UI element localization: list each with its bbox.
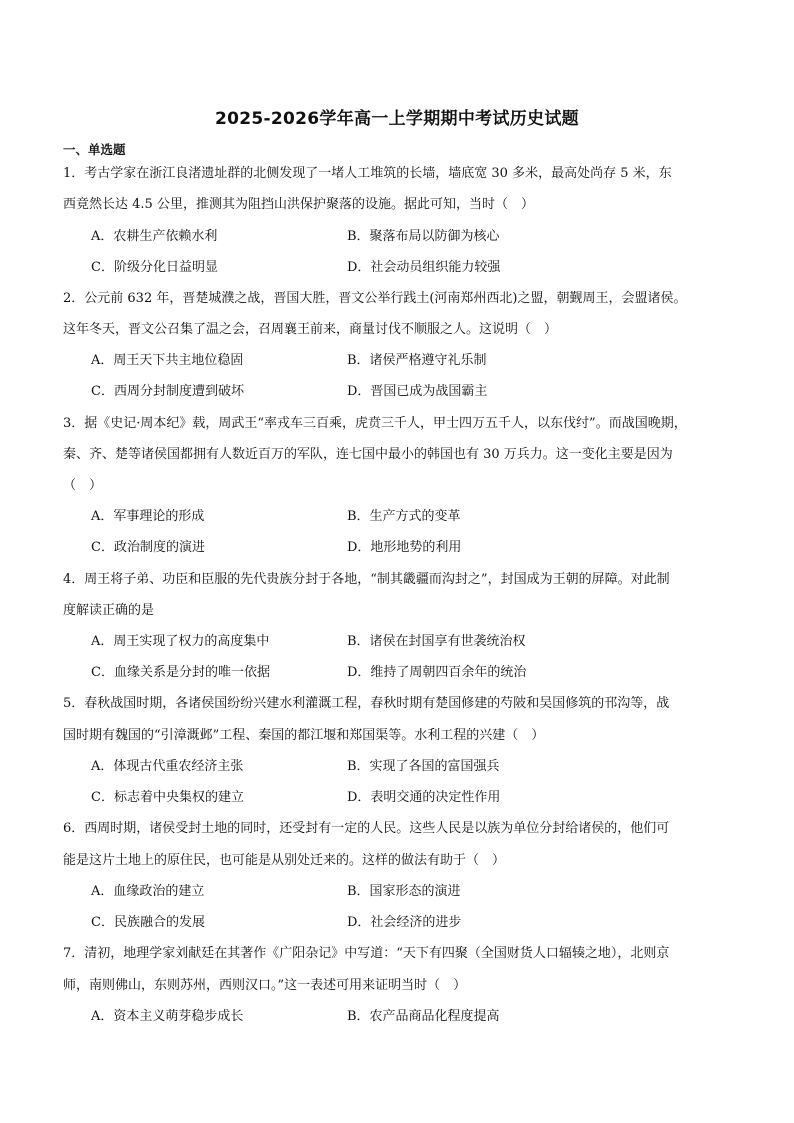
question-4-option-c: C．血缘关系是分封的唯一依据 (91, 665, 270, 680)
question-6-line-2: 能是这片土地上的原住民，也可能是从别处迁来的。这样的做法有助于（ ） (63, 853, 506, 868)
question-3-line-2: 秦、齐、楚等诸侯国都拥有人数近百万的军队，连七国中最小的韩国也有 30 万兵力。这一变化主要是因为 (63, 447, 673, 462)
question-6-option-d: D．社会经济的进步 (347, 915, 462, 930)
question-5-line-2: 国时期有魏国的“引漳溉邺”工程、秦国的都江堰和郑国渠等。水利工程的兴建（ ） (63, 728, 545, 743)
question-4-option-b: B．诸侯在封国享有世袭统治权 (347, 634, 526, 649)
question-3-option-a: A．军事理论的形成 (91, 509, 205, 524)
question-6-option-c: C．民族融合的发展 (91, 915, 205, 930)
question-7-option-b: B．农产品商品化程度提高 (347, 1009, 500, 1024)
question-1-option-d: D．社会动员组织能力较强 (347, 260, 501, 275)
question-1-line-1: 1．考古学家在浙江良渚遗址群的北侧发现了一堵人工堆筑的长墙，墙底宽 30 多米，最高处尚存 5 米，东 (63, 166, 672, 181)
question-4-line-1: 4．周王将子弟、功臣和臣服的先代贵族分封于各地，“制其畿疆而沟封之”，封国成为王朝的屏障。对此制 (63, 572, 670, 587)
question-3-option-c: C．政治制度的演进 (91, 540, 205, 555)
question-6-line-1: 6．西周时期，诸侯受封土地的同时，还受封有一定的人民。这些人民是以族为单位分封给诸侯的，他们可 (63, 821, 670, 836)
section-heading: 一、单选题 (63, 142, 126, 157)
question-3-option-b: B．生产方式的变革 (347, 509, 461, 524)
question-7-option-a: A．资本主义萌芽稳步成长 (91, 1009, 244, 1024)
question-2-option-b: B．诸侯严格遵守礼乐制 (347, 353, 487, 368)
question-7-line-1: 7．清初，地理学家刘献廷在其著作《广阳杂记》中写道：“天下有四聚（全国财货人口辐辏之地），北则京 (63, 946, 670, 961)
question-5-option-d: D．表明交通的决定性作用 (347, 790, 501, 805)
question-1-option-c: C．阶级分化日益明显 (91, 260, 218, 275)
question-2-option-a: A．周王天下共主地位稳固 (91, 353, 244, 368)
question-5-option-a: A．体现古代重农经济主张 (91, 759, 244, 774)
question-2-line-1: 2．公元前 632 年，晋楚城濮之战，晋国大胜，晋文公举行践土(河南郑州西北)之盟，朝觐周王，会盟诸侯。 (63, 291, 687, 306)
question-5-option-c: C．标志着中央集权的建立 (91, 790, 244, 805)
question-5-option-b: B．实现了各国的富国强兵 (347, 759, 500, 774)
question-7-line-2: 师，南则佛山，东则苏州，西则汉口。”这一表述可用来证明当时（ ） (63, 978, 467, 993)
question-3-line-3: （ ） (63, 478, 103, 493)
question-3-option-d: D．地形地势的利用 (347, 540, 462, 555)
question-2-option-c: C．西周分封制度遭到破坏 (91, 384, 244, 399)
question-2-option-d: D．晋国已成为战国霸主 (347, 384, 488, 399)
question-1-line-2: 西竟然长达 4.5 公里，推测其为阻挡山洪保护聚落的设施。据此可知，当时（ ） (63, 197, 534, 212)
question-1-option-b: B．聚落布局以防御为核心 (347, 229, 500, 244)
question-1-option-a: A．农耕生产依赖水利 (91, 229, 218, 244)
question-4-option-a: A．周王实现了权力的高度集中 (91, 634, 270, 649)
question-6-option-b: B．国家形态的演进 (347, 884, 461, 899)
question-4-line-2: 度解读正确的是 (63, 603, 155, 618)
question-5-line-1: 5．春秋战国时期，各诸侯国纷纷兴建水利灌溉工程，春秋时期有楚国修建的芍陂和吴国修筑的邗沟等，战 (63, 696, 670, 711)
question-6-option-a: A．血缘政治的建立 (91, 884, 205, 899)
exam-title: 2025-2026学年高一上学期期中考试历史试题 (215, 109, 579, 129)
question-2-line-2: 这年冬天，晋文公召集了温之会，召周襄王前来，商量讨伐不顺服之人。这说明（ ） (63, 322, 558, 337)
question-4-option-d: D．维持了周朝四百余年的统治 (347, 665, 527, 680)
question-3-line-1: 3．据《史记·周本纪》载，周武王“率戎车三百乘，虎贲三千人，甲士四万五千人，以东伐纣”。而战国晚期， (63, 416, 687, 431)
